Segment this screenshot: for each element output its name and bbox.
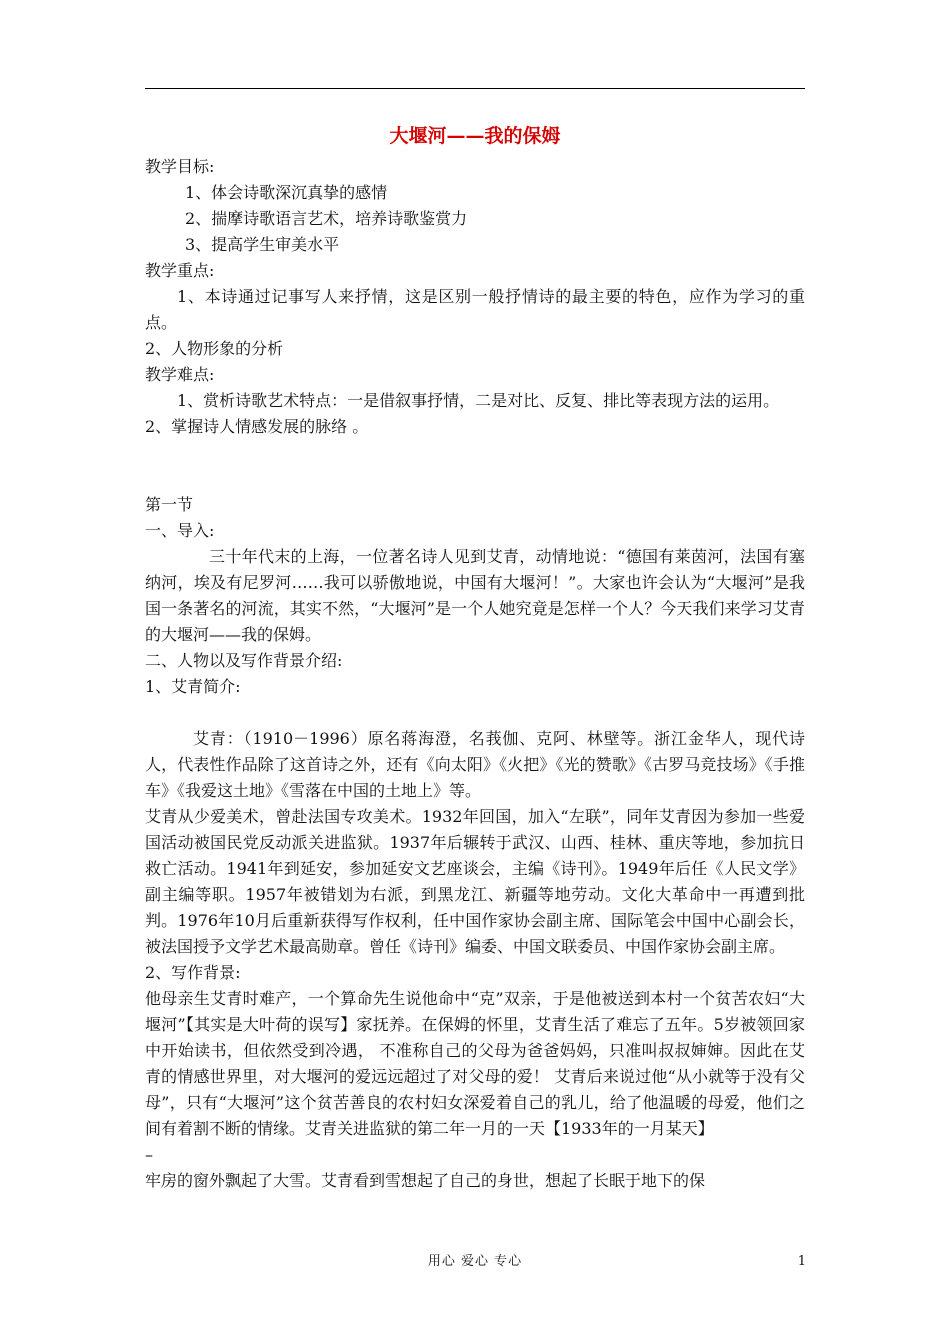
page-number: 1	[797, 1254, 806, 1269]
difficulties-heading: 教学难点:	[145, 365, 215, 384]
footer-motto: 用心 爱心 专心	[427, 1254, 523, 1269]
objective-item: 3、提高学生审美水平	[185, 235, 340, 254]
difficulty-paragraph: 2、掌握诗人情感发展的脉络 。	[145, 417, 369, 436]
difficulty-paragraph: 1、赏析诗歌艺术特点：一是借叙事抒情，二是对比、反复、排比等表现方法的运用。	[177, 391, 780, 410]
background-heading: 二、人物以及写作背景介绍:	[145, 651, 343, 670]
spacer	[145, 440, 805, 492]
spacer	[145, 700, 805, 726]
objectives-heading: 教学目标:	[145, 157, 215, 176]
dash-mark: –	[145, 1145, 153, 1164]
header-rule	[145, 88, 805, 89]
section-heading: 第一节	[145, 495, 194, 514]
key-point-paragraph: 2、人物形象的分析	[145, 339, 284, 358]
document-title: 大堰河——我的保姆	[389, 125, 561, 147]
bio-heading: 1、艾青简介:	[145, 677, 241, 696]
objective-item: 1、体会诗歌深沉真挚的感情	[185, 183, 388, 202]
intro-paragraph: 三十年代末的上海，一位著名诗人见到艾青，动情地说：“德国有莱茵河，法国有塞纳河，埃及有尼罗河……我可以骄傲地说，中国有大堰河！”。大家也许会认为“大堰河”是我国一条著名的河流，其实不然，“大堰河”是一个人她究竟是怎样一个人？今天我们来学习艾青的大堰河——我的保姆。	[145, 547, 805, 644]
writing-background-heading: 2、写作背景:	[145, 963, 241, 982]
bio-paragraph: 艾青从少爱美术，曾赴法国专攻美术。1932年回国，加入“左联”，同年艾青因为参加一些爱国活动被国民党反动派关进监狱。1937年后辗转于武汉、山西、桂林、重庆等地，参加抗日救亡活动。1941年到延安，参加延安文艺座谈会，主编《诗刊》。1949年后任《人民文学》副主编等职。1957年被错划为右派，到黑龙江、新疆等地劳动。文化大革命中一再遭到批判。1976年10月后重新获得写作权利，任中国作家协会副主席、国际笔会中国中心副会长，被法国授予文学艺术最高勋章。曾任《诗刊》编委、中国文联委员、中国作家协会副主席。	[145, 807, 805, 956]
writing-background-paragraph: 他母亲生艾青时难产，一个算命先生说他命中“克”双亲，于是他被送到本村一个贫苦农妇“大堰河”【其实是大叶荷的误写】家抚养。在保姆的怀里，艾青生活了难忘了五年。5岁被领回家中开始读书，但依然受到冷遇， 不准称自己的父母为爸爸妈妈，只准叫叔叔婶婶。因此在艾青的情感世界里，对大堰河的爱远远超过了对父母的爱！ 艾青后来说过他“从小就等于没有父母”，只有“大堰河”这个贫苦善良的农村妇女深爱着自己的乳儿，给了他温暖的母爱，他们之间有着割不断的情缘。艾青关进监狱的第二年一月的一天【1933年的一月某天】	[145, 989, 805, 1138]
key-point-paragraph: 1、本诗通过记事写人来抒情，这是区别一般抒情诗的最主要的特色，应作为学习的重点。	[145, 287, 805, 332]
intro-heading: 一、导入:	[145, 521, 215, 540]
objective-item: 2、揣摩诗歌语言艺术，培养诗歌鉴赏力	[185, 209, 468, 228]
bio-paragraph: 艾青：（1910－1996）原名蒋海澄，名莪伽、克阿、林壁等。浙江金华人，现代诗人，代表性作品除了这首诗之外，还有《向太阳》《火把》《光的赞歌》《古罗马竞技场》《手推车》《我爱这土地》《雪落在中国的土地上》等。	[145, 729, 805, 800]
document-body	[145, 120, 805, 1194]
key-points-heading: 教学重点:	[145, 261, 215, 280]
writing-background-paragraph: 牢房的窗外飘起了大雪。艾青看到雪想起了自己的身世，想起了长眠于地下的保	[145, 1171, 706, 1190]
